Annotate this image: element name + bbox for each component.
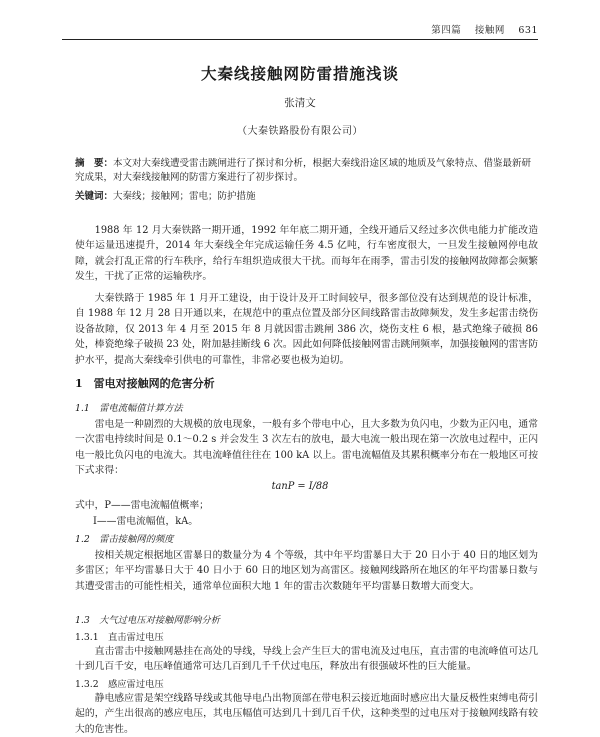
paper-title: 大秦线接触网防雷措施浅谈 xyxy=(200,64,399,83)
header-section: 接触网 xyxy=(474,25,505,36)
subsection-heading-1-3-2: 1.3.2 感应雷过电压 xyxy=(75,679,164,690)
formula-definitions xyxy=(75,498,209,529)
paragraph-lightning-current: 雷电是一种剧烈的大规模的放电现象，一般有多个带电中心，且大多数为负闪电，少数为正闪电，通常一次雷电持续时间是 0.1～0.2 s 并会发生 3 次左右的放电，最大电流一般出现在第一次放电过程中，正闪电一般比负闪电的电流大。其电流峰值往往在 100 kA 以上。雷电流幅值及其累积概率分布在一般地区可按下式求得： xyxy=(75,419,538,477)
abstract xyxy=(75,157,532,185)
abstract-label: 摘 要： xyxy=(75,158,114,169)
section-heading-1: 1 雷电对接触网的危害分析 xyxy=(75,377,215,390)
subsection-heading-1-3: 1.3 大气过电压对接触网影响分析 xyxy=(75,615,220,626)
definition-i: I——雷电流幅值，kA。 xyxy=(93,515,199,527)
header-page-number: 631 xyxy=(518,25,538,36)
keywords-label: 关键词： xyxy=(75,191,114,202)
keywords-text: 大秦线；接触网；雷电；防护措施 xyxy=(113,191,256,202)
formula: tanP = I/88 xyxy=(271,481,329,492)
paper-affiliation: （大秦铁路股份有限公司） xyxy=(237,126,363,137)
abstract-text: 本文对大秦线遭受雷击跳闸进行了探讨和分析，根据大秦线沿途区域的地质及气象特点、借鉴最新研究成果，对大秦线接触网的防雷方案进行了初步探讨。 xyxy=(75,158,532,183)
header-rule xyxy=(62,39,538,40)
subsection-heading-1-2: 1.2 雷击接触网的频度 xyxy=(75,534,174,545)
paragraph-direct-strike: 直击雷击中接触网悬挂在高处的导线，导线上会产生巨大的雷电流及过电压，直击雷的电流峰值可达几十到几百千安，电压峰值通常可达几百到几千千伏过电压，释放出有很强破坏性的巨大能量。 xyxy=(75,646,538,673)
running-header xyxy=(62,22,538,36)
paragraph-induced-strike: 静电感应雷是架空线路导线或其他导电凸出物顶部在带电积云接近地面时感应出大量反极性束缚电荷引起的，产生出很高的感应电压，其电压幅值可达到几十到几百千伏，这种类型的过电压对于接触网线路有较大的危害性。 xyxy=(75,693,538,735)
definition-p: 式中，P——雷电流幅值概率； xyxy=(75,500,209,511)
keywords xyxy=(75,190,532,204)
paragraph-intro-2: 大秦铁路于 1985 年 1 月开工建设，由于设计及开工时间较早，很多部位没有达到规范的设计标准，自 1988 年 12 月 28 日开通以来，在规范中的重点位置及部分区间线路雷击故障频发，发生多起雷击绕伤设备故障，仅 2013 年 4 月至 2015 年 8 月就因雷击跳闸 386 次，烧伤支柱 6 根，悬式绝缘子破损 86 处，棒瓷绝缘子破损 23 处，附加悬挂断线 6 次。因此如何降低接触网雷击跳闸频率，加强接触网的雷害防护水平，提高大秦线牵引供电的可靠性，非常必要也极为迫切。 xyxy=(75,293,538,366)
paragraph-strike-frequency: 按相关规定根据地区雷暴日的数量分为 4 个等级，其中年平均雷暴日大于 20 日小于 40 日的地区划为多雷区；年平均雷暴日大于 40 日小于 60 日的地区划为高雷区。接触网线路所在地区的年平均雷暴日数与其遭受雷击的可能性相关，通常单位面积大地 1 年的雷击次数随年平均雷暴日数增大而变大。 xyxy=(75,550,538,592)
header-chapter: 第四篇 xyxy=(431,25,462,36)
subsection-heading-1-3-1: 1.3.1 直击雷过电压 xyxy=(75,632,164,643)
paper-author: 张清文 xyxy=(284,97,316,109)
subsection-heading-1-1: 1.1 雷电流幅值计算方法 xyxy=(75,403,183,414)
paragraph-intro-1: 1988 年 12 月大秦铁路一期开通，1992 年年底二期开通，全线开通后又经过多次供电能力扩能改造使年运量迅速提升，2014 年大秦线全年完成运输任务 4.5 亿吨，行车密度很大，一旦发生接触网停电故障，就会打乱正常的行车秩序，给行车组织造成很大干扰。而每年在雨季，雷击引发的接触网故障都会频繁发生，干扰了正常的运输秩序。 xyxy=(75,225,538,283)
